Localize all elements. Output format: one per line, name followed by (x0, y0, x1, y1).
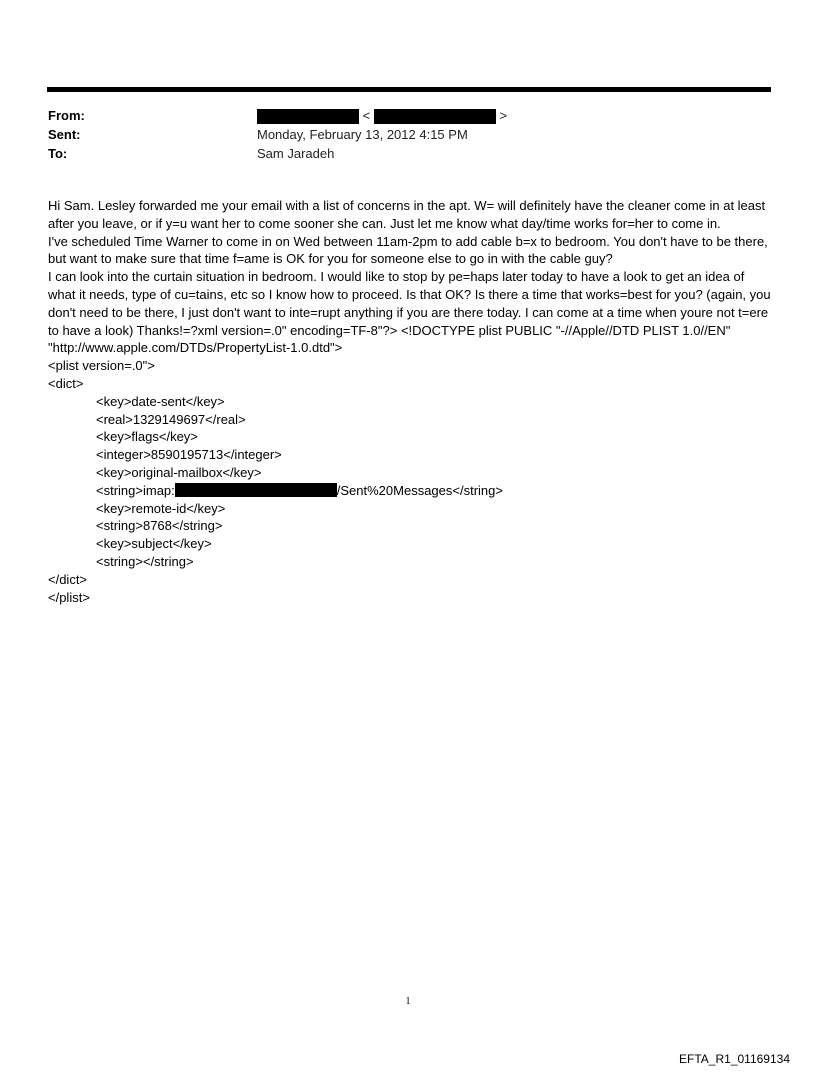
sent-label: Sent: (48, 127, 81, 142)
header-rule (47, 87, 771, 92)
plist-line: <key>original-mailbox</key> (96, 464, 262, 480)
redaction-from-name (257, 109, 359, 124)
plist-line: <string></string> (96, 553, 194, 569)
from-label: From: (48, 108, 85, 123)
imap-prefix: <string>imap: (96, 482, 175, 498)
plist-open: <plist version=.0"> (48, 358, 155, 374)
from-value (257, 107, 507, 125)
from-gt: > (499, 108, 508, 123)
from-lt: < (362, 108, 371, 123)
plist-line: <real>1329149697</real> (96, 411, 246, 427)
plist-line: <key>flags</key> (96, 429, 198, 445)
plist-line: <integer>8590195713</integer> (96, 447, 282, 463)
body-paragraph-1: Hi Sam. Lesley forwarded me your email with a list of concerns in the apt. W= will definitely have the cleaner come in at least after you leave, or if y=u want her to come sooner she can. Just let me know what day/time works for=her to come in. (48, 198, 766, 231)
to-value: Sam Jaradeh (257, 146, 335, 161)
plist-imap-line (48, 482, 772, 500)
sent-value: Monday, February 13, 2012 4:15 PM (257, 127, 468, 142)
to-label: To: (48, 146, 68, 161)
body-paragraph-2: I've scheduled Time Warner to come in on Wed between 11am-2pm to add cable b=x to bedroom. You don't have to be there, but want to make sure that time f=ame is OK for you for someone else to go in with the cable guy? (48, 233, 768, 267)
document-id: EFTA_R1_01169134 (679, 1052, 790, 1066)
dict-close: </dict> (48, 571, 88, 587)
plist-close: </plist> (48, 589, 90, 605)
page-number: 1 (405, 996, 411, 1007)
plist-line: <key>date-sent</key> (96, 393, 225, 409)
plist-line: <string>8768</string> (96, 518, 223, 534)
dict-open: <dict> (48, 375, 84, 391)
imap-suffix: /Sent%20Messages</string> (336, 482, 503, 498)
email-body (48, 197, 772, 606)
body-paragraph-3: I can look into the curtain situation in bedroom. I would like to stop by pe=haps later today to have a look to get an idea of what it needs, type of cu=tains, etc so I know how to proceed. Is that OK? Is there a time that works=best for you? (again, you don't need to be there, I just don't want to inte=rupt anything if you are there today. I can come at a time when youre not t=ere to have a look) Thanks!=?xml version=.0" encoding=TF-8"?> <!DOCTYPE plist PUBLIC "-//Apple//DTD PLIST 1.0//EN" "http://www.apple.com/DTDs/PropertyList-1.0.dtd"> (48, 269, 771, 356)
redaction-from-email (374, 109, 496, 124)
plist-line: <key>subject</key> (96, 536, 212, 552)
redaction-imap-account (175, 483, 337, 497)
plist-line: <key>remote-id</key> (96, 500, 226, 516)
